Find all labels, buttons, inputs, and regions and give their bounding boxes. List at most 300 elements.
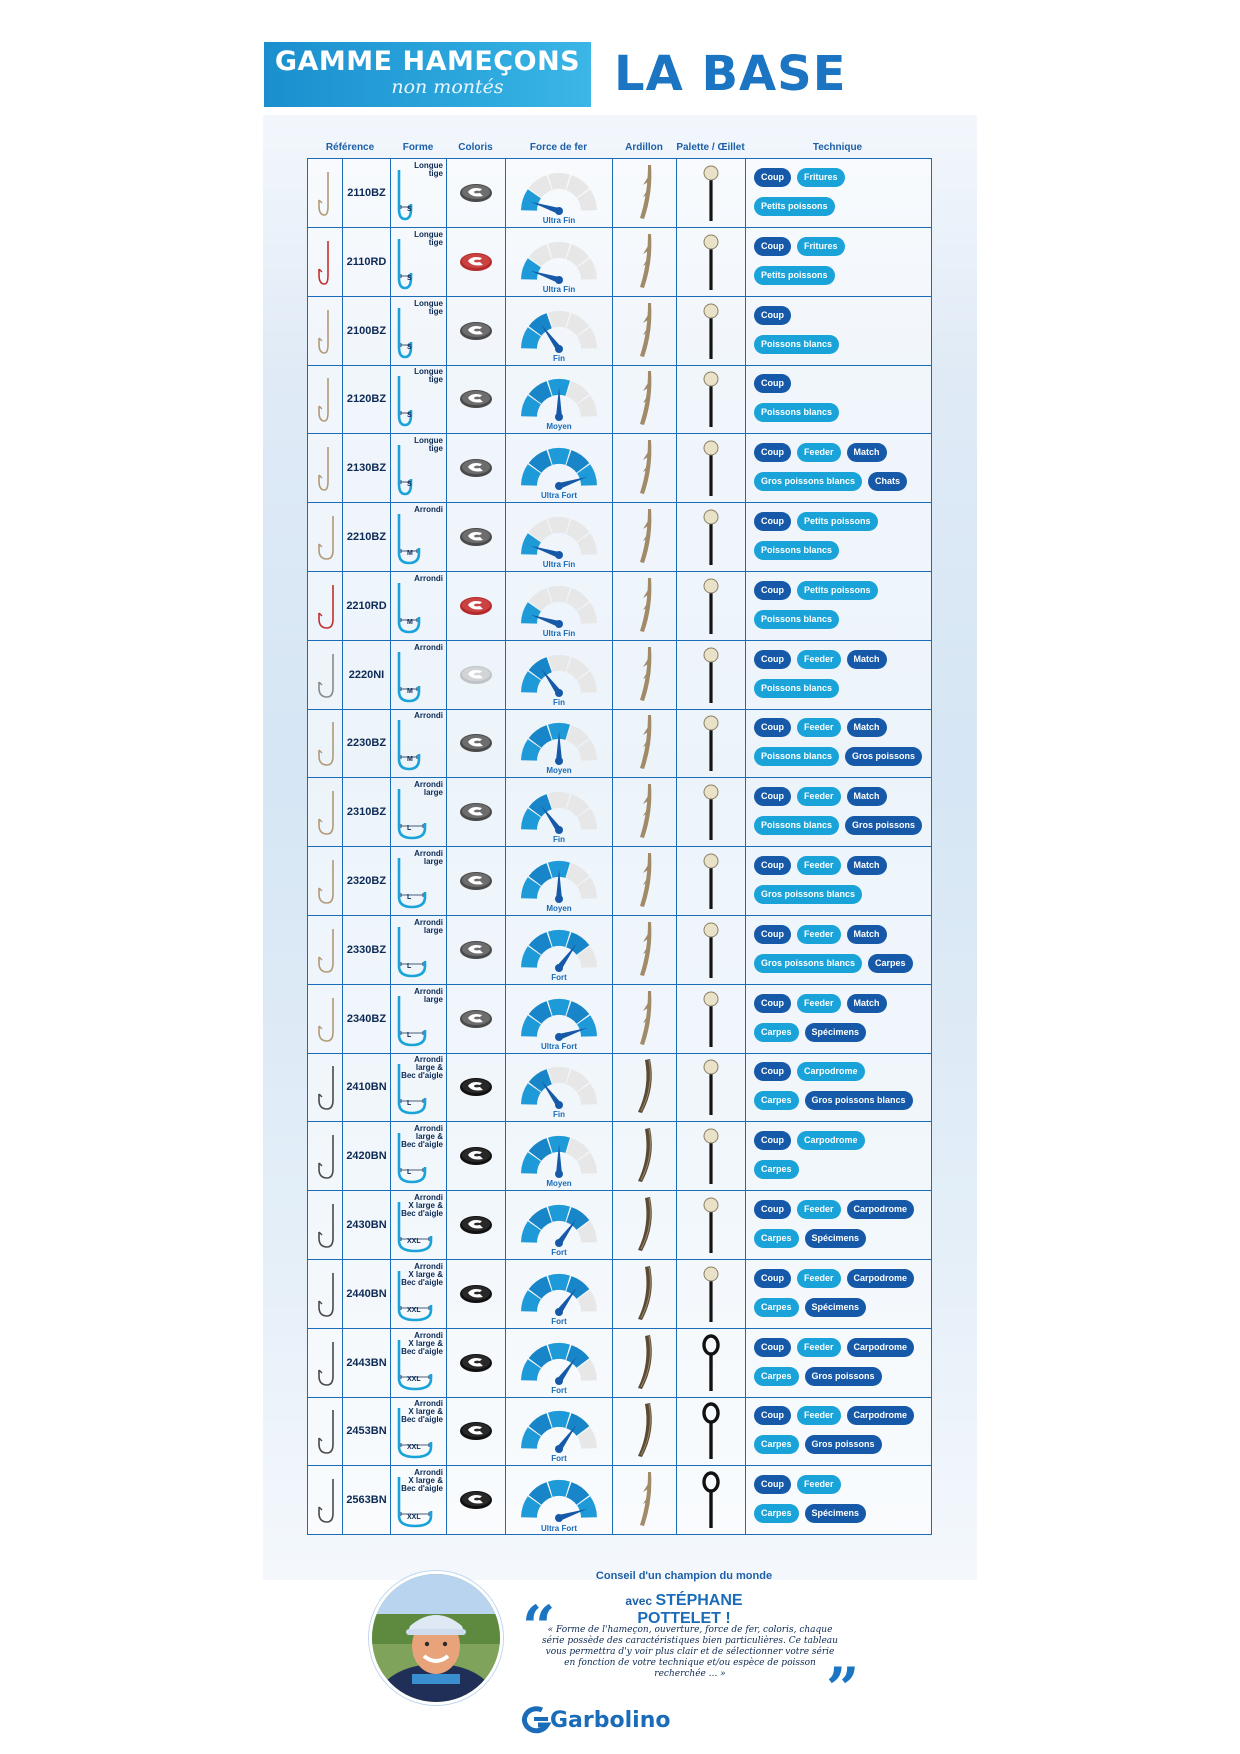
technique-tag: Carpes bbox=[754, 1229, 799, 1248]
force-label: Fort bbox=[551, 1248, 567, 1257]
coloris-icon bbox=[458, 1076, 494, 1098]
forme-icon bbox=[393, 508, 433, 568]
technique-tag: Coup bbox=[754, 1200, 791, 1219]
ardillon-icon bbox=[630, 576, 660, 636]
technique-tags bbox=[754, 442, 926, 500]
hook-image-cell bbox=[308, 159, 343, 227]
tag-row bbox=[754, 196, 926, 215]
hook-image-cell bbox=[308, 1260, 343, 1328]
ardillon-icon bbox=[630, 920, 660, 980]
forme-cell bbox=[391, 1397, 447, 1465]
force-cell bbox=[506, 641, 613, 709]
ardillon-cell bbox=[613, 159, 677, 227]
reference-label: 2453BN bbox=[346, 1425, 387, 1438]
coloris-icon bbox=[458, 1420, 494, 1442]
force-label: Ultra Fin bbox=[542, 560, 576, 569]
table-row bbox=[308, 228, 931, 297]
tag-row bbox=[754, 1474, 926, 1493]
hook-icon bbox=[315, 1406, 337, 1456]
hook-image-cell bbox=[308, 709, 343, 777]
force-label: Moyen bbox=[546, 422, 572, 432]
forme-icon bbox=[393, 577, 433, 637]
tag-row bbox=[754, 1130, 926, 1149]
coloris-icon bbox=[458, 1145, 494, 1167]
table-row bbox=[308, 572, 931, 641]
technique-tag: Poissons blancs bbox=[754, 679, 839, 698]
technique-tag: Spécimens bbox=[805, 1229, 867, 1248]
forme-label: Arrondi X large & Bec d'aigle bbox=[401, 1330, 443, 1356]
tag-row bbox=[754, 746, 926, 765]
force-gauge bbox=[514, 643, 604, 701]
technique-tags bbox=[754, 305, 926, 363]
col-palette: Palette / Œillet bbox=[676, 142, 745, 153]
coloris-icon bbox=[458, 457, 494, 479]
technique-tag: Carpes bbox=[754, 1435, 799, 1454]
technique-cell bbox=[746, 1466, 931, 1535]
technique-tags bbox=[754, 1061, 926, 1119]
force-gauge bbox=[514, 1193, 604, 1251]
technique-cell bbox=[746, 985, 931, 1053]
ardillon-icon bbox=[630, 1126, 660, 1186]
forme-size: S bbox=[407, 274, 412, 282]
forme-size: M bbox=[407, 550, 413, 557]
forme-size: XXL bbox=[407, 1514, 421, 1522]
force-gauge bbox=[514, 1331, 604, 1389]
force-label: Fort bbox=[551, 972, 567, 982]
palette-icon bbox=[701, 438, 721, 498]
force-cell bbox=[506, 1329, 613, 1397]
gauge-segment bbox=[548, 517, 570, 534]
reference-cell bbox=[343, 297, 391, 365]
technique-tag: Poissons blancs bbox=[754, 541, 839, 560]
technique-tag: Feeder bbox=[797, 1200, 841, 1219]
force-gauge bbox=[514, 1468, 604, 1526]
ardillon-cell bbox=[613, 778, 677, 846]
ardillon-icon bbox=[630, 507, 660, 567]
technique-cell bbox=[746, 1191, 931, 1259]
technique-tags bbox=[754, 1130, 926, 1188]
technique-tag: Poissons blancs bbox=[754, 403, 839, 422]
coloris-icon bbox=[458, 664, 494, 686]
coloris-icon bbox=[458, 1489, 494, 1511]
tag-row bbox=[754, 402, 926, 421]
col-coloris: Coloris bbox=[458, 142, 493, 153]
technique-tag: Carpes bbox=[754, 1504, 799, 1523]
technique-tags bbox=[754, 373, 926, 431]
technique-tag: Petits poissons bbox=[797, 581, 878, 600]
hook-image-cell bbox=[308, 1191, 343, 1259]
reference-label: 2410BN bbox=[346, 1081, 387, 1094]
force-cell bbox=[506, 434, 613, 502]
technique-tag: Feeder bbox=[797, 650, 841, 669]
hook-icon bbox=[315, 237, 337, 287]
tag-row bbox=[754, 471, 926, 490]
champion-name: STÉPHANE POTTELET ! bbox=[637, 1592, 743, 1627]
forme-size: L bbox=[407, 1031, 412, 1039]
technique-tag: Poissons blancs bbox=[754, 747, 839, 766]
coloris-cell bbox=[447, 159, 506, 227]
col-ardillon: Ardillon bbox=[625, 142, 663, 153]
technique-tag: Coup bbox=[754, 1131, 791, 1150]
gauge-segment bbox=[548, 1067, 570, 1084]
force-label: Fin bbox=[553, 1110, 565, 1120]
reference-cell bbox=[343, 503, 391, 571]
technique-tag: Coup bbox=[754, 650, 791, 669]
force-label: Ultra Fin bbox=[542, 628, 576, 638]
technique-tag: Petits poissons bbox=[797, 512, 878, 531]
forme-label: Arrondi X large & Bec d'aigle bbox=[401, 1399, 443, 1425]
technique-tags bbox=[754, 786, 926, 844]
palette-cell bbox=[677, 916, 746, 984]
forme-cell bbox=[391, 228, 447, 296]
technique-tag: Match bbox=[847, 650, 887, 669]
tag-row bbox=[754, 540, 926, 559]
force-cell bbox=[506, 572, 613, 640]
ardillon-icon bbox=[630, 1333, 660, 1393]
technique-tag: Coup bbox=[754, 925, 791, 944]
tag-row bbox=[754, 1159, 926, 1178]
technique-cell bbox=[746, 1053, 931, 1121]
reference-cell bbox=[343, 1260, 391, 1328]
forme-cell bbox=[391, 1053, 447, 1121]
table-row bbox=[308, 1397, 931, 1466]
forme-cell bbox=[391, 641, 447, 709]
force-gauge bbox=[514, 299, 604, 357]
technique-tag: Petits poissons bbox=[754, 197, 835, 216]
hook-icon bbox=[315, 1338, 337, 1388]
technique-cell bbox=[746, 365, 931, 433]
ardillon-cell bbox=[613, 641, 677, 709]
table-row bbox=[308, 365, 931, 434]
forme-label: Arrondi bbox=[414, 573, 443, 583]
technique-tag: Feeder bbox=[797, 787, 841, 806]
forme-cell bbox=[391, 778, 447, 846]
forme-cell bbox=[391, 985, 447, 1053]
tag-row bbox=[754, 953, 926, 972]
technique-tag: Poissons blancs bbox=[754, 335, 839, 354]
coloris-cell bbox=[447, 641, 506, 709]
hook-icon bbox=[315, 856, 337, 906]
force-cell bbox=[506, 503, 613, 571]
technique-tag: Coup bbox=[754, 718, 791, 737]
hook-image-cell bbox=[308, 985, 343, 1053]
technique-tag: Match bbox=[847, 925, 887, 944]
gauge-segment bbox=[548, 792, 570, 809]
forme-icon bbox=[393, 646, 433, 706]
ardillon-cell bbox=[613, 228, 677, 296]
palette-icon bbox=[701, 713, 721, 773]
tag-row bbox=[754, 815, 926, 834]
forme-label: Longue tige bbox=[414, 161, 443, 178]
technique-tag: Feeder bbox=[797, 718, 841, 737]
hook-icon bbox=[315, 443, 337, 493]
reference-cell bbox=[343, 847, 391, 915]
table-row bbox=[308, 159, 931, 228]
hook-icon bbox=[315, 925, 337, 975]
force-label: Fin bbox=[553, 835, 565, 845]
coloris-icon bbox=[458, 526, 494, 548]
technique-tag: Gros poissons bbox=[845, 816, 922, 835]
garbolino-logo bbox=[520, 1704, 720, 1734]
palette-cell bbox=[677, 228, 746, 296]
forme-size: L bbox=[407, 1100, 412, 1108]
palette-cell bbox=[677, 847, 746, 915]
technique-tag: Carpodrome bbox=[797, 1062, 865, 1081]
technique-tag: Coup bbox=[754, 1269, 791, 1288]
table-header bbox=[307, 142, 932, 156]
palette-cell bbox=[677, 641, 746, 709]
tag-row bbox=[754, 167, 926, 186]
force-cell bbox=[506, 1053, 613, 1121]
tag-row bbox=[754, 1405, 926, 1424]
forme-label: Arrondi bbox=[414, 642, 443, 652]
technique-tag: Chats bbox=[868, 472, 907, 491]
hook-image-cell bbox=[308, 434, 343, 502]
force-cell bbox=[506, 1466, 613, 1535]
col-technique: Technique bbox=[812, 142, 863, 153]
table-row bbox=[308, 641, 931, 710]
technique-tag: Feeder bbox=[797, 1269, 841, 1288]
technique-tag: Coup bbox=[754, 512, 791, 531]
hook-icon bbox=[315, 1269, 337, 1319]
technique-cell bbox=[746, 159, 931, 227]
palette-icon bbox=[701, 645, 721, 705]
force-cell bbox=[506, 365, 613, 433]
ardillon-icon bbox=[630, 1470, 660, 1530]
palette-icon bbox=[701, 507, 721, 567]
reference-cell bbox=[343, 1466, 391, 1535]
ardillon-cell bbox=[613, 365, 677, 433]
hook-image-cell bbox=[308, 1329, 343, 1397]
forme-cell bbox=[391, 916, 447, 984]
technique-tag: Gros poissons blancs bbox=[754, 954, 862, 973]
coloris-cell bbox=[447, 1122, 506, 1190]
forme-cell bbox=[391, 1191, 447, 1259]
table-row bbox=[308, 847, 931, 916]
palette-icon bbox=[701, 851, 721, 911]
hook-image-cell bbox=[308, 1053, 343, 1121]
technique-tag: Match bbox=[847, 994, 887, 1013]
reference-label: 2120BZ bbox=[346, 393, 387, 406]
forme-label: Arrondi X large & Bec d'aigle bbox=[401, 1261, 443, 1287]
technique-cell bbox=[746, 297, 931, 365]
reference-label: 2563BN bbox=[346, 1494, 387, 1507]
palette-cell bbox=[677, 778, 746, 846]
hook-icon bbox=[315, 1475, 337, 1525]
palette-icon bbox=[701, 1401, 721, 1461]
tag-row bbox=[754, 305, 926, 324]
ardillon-icon bbox=[630, 851, 660, 911]
ardillon-icon bbox=[630, 232, 660, 292]
forme-size: S bbox=[407, 206, 412, 213]
table-row bbox=[308, 1329, 931, 1398]
technique-tag: Coup bbox=[754, 374, 791, 393]
tag-row bbox=[754, 1061, 926, 1080]
technique-tag: Coup bbox=[754, 787, 791, 806]
technique-cell bbox=[746, 1122, 931, 1190]
hook-image-cell bbox=[308, 847, 343, 915]
ardillon-cell bbox=[613, 1260, 677, 1328]
tag-row bbox=[754, 1434, 926, 1453]
ardillon-icon bbox=[630, 438, 660, 498]
reference-label: 2210RD bbox=[346, 599, 387, 612]
forme-cell bbox=[391, 1122, 447, 1190]
gauge-segment bbox=[548, 1480, 570, 1497]
forme-cell bbox=[391, 159, 447, 227]
reference-label: 2110RD bbox=[346, 255, 387, 268]
technique-tag: Match bbox=[847, 443, 887, 462]
ardillon-cell bbox=[613, 1053, 677, 1121]
banner-subtitle: non montés bbox=[391, 76, 504, 98]
reference-label: 2210BZ bbox=[346, 531, 387, 543]
ardillon-icon bbox=[630, 1057, 660, 1117]
gauge-segment bbox=[548, 586, 570, 603]
technique-tag: Carpodrome bbox=[797, 1131, 865, 1150]
technique-tag: Carpes bbox=[754, 1367, 799, 1386]
force-cell bbox=[506, 1122, 613, 1190]
coloris-cell bbox=[447, 1053, 506, 1121]
tag-row bbox=[754, 1268, 926, 1287]
hook-icon bbox=[315, 168, 337, 218]
tag-row bbox=[754, 717, 926, 736]
technique-tag: Gros poissons blancs bbox=[754, 472, 862, 491]
tag-row bbox=[754, 649, 926, 668]
force-label: Fort bbox=[551, 1454, 567, 1464]
champion-quote: « Forme de l'hameçon, ouverture, force de fer, coloris, chaque série possède des caractéristiques bien particulières. Ce tableau vous permettra d'y voir plus clair et de sélectionner votre série en fonction de votre technique et/ou espèce de poisson recherchée ... » bbox=[542, 1625, 838, 1679]
forme-size: S bbox=[407, 481, 412, 489]
reference-label: 2340BZ bbox=[346, 1012, 387, 1025]
tag-row bbox=[754, 1297, 926, 1316]
technique-tags bbox=[754, 924, 926, 982]
coloris-cell bbox=[447, 1397, 506, 1465]
force-label: Moyen bbox=[546, 1179, 572, 1189]
forme-label: Arrondi X large & Bec d'aigle bbox=[401, 1193, 443, 1218]
coloris-icon bbox=[458, 1214, 494, 1236]
gauge-segment bbox=[548, 1205, 570, 1222]
technique-tag: Petits poissons bbox=[754, 266, 835, 285]
ardillon-icon bbox=[630, 782, 660, 842]
ardillon-icon bbox=[630, 1401, 660, 1461]
palette-cell bbox=[677, 1260, 746, 1328]
technique-tag: Feeder bbox=[797, 856, 841, 875]
coloris-icon bbox=[458, 732, 494, 754]
conseil-line2 bbox=[584, 1592, 784, 1628]
technique-tag: Coup bbox=[754, 1062, 791, 1081]
ardillon-icon bbox=[630, 645, 660, 705]
hook-icon bbox=[315, 994, 337, 1044]
technique-tags bbox=[754, 236, 926, 294]
technique-cell bbox=[746, 709, 931, 777]
technique-tag: Feeder bbox=[797, 1475, 841, 1494]
force-label: Ultra Fin bbox=[542, 284, 576, 294]
reference-cell bbox=[343, 985, 391, 1053]
force-cell bbox=[506, 778, 613, 846]
coloris-cell bbox=[447, 297, 506, 365]
logo-text: Garbolino bbox=[550, 1708, 671, 1733]
technique-cell bbox=[746, 1260, 931, 1328]
technique-tag: Carpes bbox=[754, 1091, 799, 1110]
palette-icon bbox=[701, 1470, 721, 1530]
force-cell bbox=[506, 985, 613, 1053]
forme-label: Arrondi large & Bec d'aigle bbox=[401, 1055, 443, 1081]
forme-label: Longue tige bbox=[414, 229, 443, 247]
ardillon-cell bbox=[613, 1466, 677, 1535]
force-cell bbox=[506, 297, 613, 365]
table-row bbox=[308, 778, 931, 847]
force-gauge bbox=[514, 230, 604, 288]
table-row bbox=[308, 1053, 931, 1122]
technique-tag: Gros poissons bbox=[805, 1435, 882, 1454]
technique-tag: Carpodrome bbox=[847, 1269, 915, 1288]
technique-tag: Gros poissons blancs bbox=[754, 885, 862, 904]
forme-label: Arrondi bbox=[414, 505, 443, 514]
force-cell bbox=[506, 709, 613, 777]
forme-size: S bbox=[407, 412, 412, 420]
coloris-cell bbox=[447, 1329, 506, 1397]
technique-tag: Carpes bbox=[754, 1160, 799, 1179]
ardillon-icon bbox=[630, 163, 660, 223]
ardillon-cell bbox=[613, 985, 677, 1053]
technique-tag: Coup bbox=[754, 1475, 791, 1494]
technique-tag: Match bbox=[847, 787, 887, 806]
palette-cell bbox=[677, 985, 746, 1053]
coloris-icon bbox=[458, 182, 494, 204]
hook-image-cell bbox=[308, 641, 343, 709]
forme-label: Longue tige bbox=[414, 298, 443, 316]
technique-tag: Coup bbox=[754, 237, 791, 256]
coloris-icon bbox=[458, 595, 494, 617]
technique-tag: Carpes bbox=[868, 954, 913, 973]
technique-tags bbox=[754, 1474, 926, 1532]
reference-cell bbox=[343, 916, 391, 984]
reference-cell bbox=[343, 228, 391, 296]
technique-tag: Feeder bbox=[797, 925, 841, 944]
col-force: Force de fer bbox=[529, 142, 588, 153]
technique-tags bbox=[754, 1199, 926, 1257]
forme-label: Arrondi large bbox=[414, 917, 443, 935]
hook-image-cell bbox=[308, 503, 343, 571]
tag-row bbox=[754, 1199, 926, 1218]
reference-label: 2320BZ bbox=[346, 875, 387, 887]
tag-row bbox=[754, 265, 926, 284]
table-row bbox=[308, 1191, 931, 1260]
forme-label: Longue tige bbox=[414, 367, 443, 385]
hook-image-cell bbox=[308, 228, 343, 296]
palette-icon bbox=[701, 782, 721, 842]
table-row bbox=[308, 434, 931, 503]
table-row bbox=[308, 985, 931, 1054]
palette-cell bbox=[677, 1466, 746, 1535]
forme-cell bbox=[391, 365, 447, 433]
reference-cell bbox=[343, 1397, 391, 1465]
ardillon-cell bbox=[613, 709, 677, 777]
gauge-segment bbox=[548, 655, 570, 672]
coloris-cell bbox=[447, 1260, 506, 1328]
technique-tag: Coup bbox=[754, 856, 791, 875]
palette-icon bbox=[701, 1126, 721, 1186]
force-label: Fin bbox=[553, 697, 565, 707]
coloris-icon bbox=[458, 320, 494, 342]
reference-label: 2220NI bbox=[348, 668, 385, 681]
palette-cell bbox=[677, 1053, 746, 1121]
technique-tag: Feeder bbox=[797, 1338, 841, 1357]
hook-icon bbox=[315, 374, 337, 424]
hook-icon bbox=[315, 581, 337, 631]
forme-size: M bbox=[407, 687, 413, 695]
hook-icon bbox=[315, 1131, 337, 1181]
reference-cell bbox=[343, 159, 391, 227]
palette-icon bbox=[701, 301, 721, 361]
